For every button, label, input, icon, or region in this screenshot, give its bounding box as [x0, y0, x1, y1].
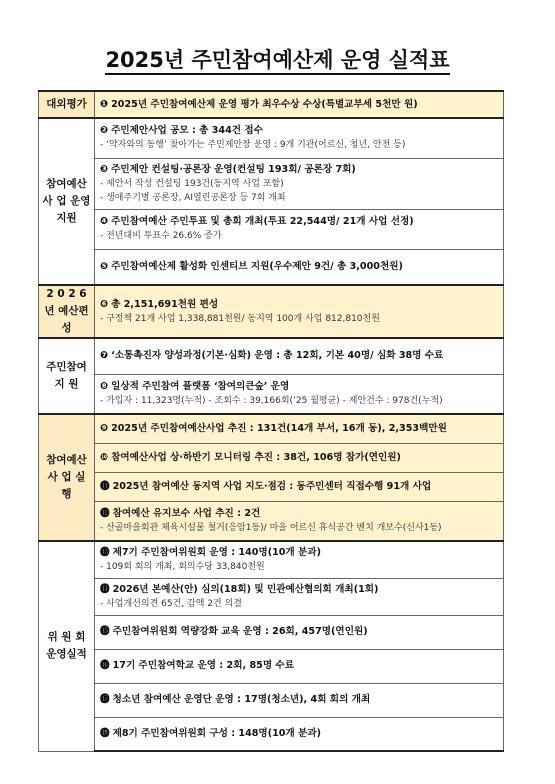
table-row — [39, 338, 504, 374]
section-category: 주민참여 지 원 — [39, 338, 95, 414]
item-heading-text: 2025년 주민참여예산제 운영 평가 최우수상 수상(특별교부세 5천만 원) — [111, 98, 418, 110]
table-row — [39, 501, 504, 541]
item-number: ⓭ — [100, 546, 110, 558]
item-heading-text: 주민제안사업 공모 : 총 344건 접수 — [111, 125, 263, 137]
item-number: ❷ — [100, 125, 109, 137]
item-heading-text: 제7기 주민참여위원회 운영 : 140명(10개 분과) — [112, 546, 321, 558]
item-detail: - 109회 회의 개최, 회의수당 33,840천원 — [100, 561, 265, 572]
item-heading — [100, 693, 497, 707]
report-body — [39, 91, 504, 751]
item-heading — [100, 98, 497, 112]
table-row — [39, 285, 504, 338]
table-row — [39, 91, 504, 118]
item-heading — [100, 260, 497, 274]
item-number: ❸ — [100, 163, 109, 175]
list-item — [95, 501, 504, 541]
list-item — [95, 683, 504, 717]
item-number: ❺ — [100, 260, 109, 272]
section-category: 참여예산 사 업 실 행 — [39, 414, 95, 541]
item-number: ⓮ — [100, 583, 110, 595]
list-item — [95, 91, 504, 118]
table-row — [39, 249, 504, 285]
item-number: ⓰ — [100, 660, 110, 671]
table-row — [39, 717, 504, 751]
section-category: 참여예산 사 업 운영지원 — [39, 118, 95, 285]
item-detail: - 생애주기별 공론장, AI열린공론장 등 7회 개최 — [100, 192, 286, 203]
list-item — [95, 158, 504, 209]
list-item — [95, 578, 504, 615]
item-heading-text: 주민참여예산제 활성화 인센티브 지원(우수제안 9건/ 총 3,000천원) — [111, 260, 403, 272]
item-heading-text: 일상적 주민참여 플랫폼 ‘참여의큰숲’ 운영 — [111, 380, 290, 392]
item-detail: - 전년대비 투표수 26.6% 증가 — [100, 231, 222, 241]
list-item — [95, 338, 504, 374]
item-number: ⓱ — [100, 694, 110, 705]
item-heading — [100, 727, 497, 741]
item-number: ⓫ — [100, 480, 110, 492]
table-row — [39, 374, 504, 414]
list-item — [95, 541, 504, 578]
item-heading-text: 2025년 주민참여예산사업 추진 : 131건(14개 부서, 16개 동), 2,353백만원 — [111, 422, 447, 434]
item-number: ❶ — [100, 98, 109, 110]
item-detail: - 가입자 : 11,323명(누적) - 조회수 : 39,166회(’25 월평균) - 제안건수 : 978건(누적) — [100, 395, 443, 406]
item-detail: - 구정책 21개 사업 1,338,881천원/ 동지역 100개 사업 812,810천원 — [100, 313, 380, 324]
report-table — [38, 90, 504, 752]
item-number: ❼ — [100, 350, 109, 362]
item-heading-text: 주민참여예산 주민투표 및 총회 개최(투표 22,544명/ 21개 사업 선정) — [111, 216, 414, 227]
list-item — [95, 118, 504, 158]
item-detail: - ‘약자와의 동행’ 찾아가는 주민제안장 운영 : 9개 기관(어르신, 청년, 안전 등) — [100, 140, 406, 151]
item-heading-text: 총 2,151,691천원 편성 — [111, 298, 219, 310]
item-heading — [100, 583, 497, 597]
item-number: ⓯ — [100, 626, 110, 637]
item-detail: - 제안서 작성 컨설팅 193건(동지역 사업 포함) — [100, 178, 284, 189]
item-heading — [100, 659, 497, 673]
item-detail: - 사업개선의견 65건, 감액 2건 의결 — [100, 598, 242, 609]
list-item — [95, 649, 504, 683]
table-row — [39, 472, 504, 501]
list-item — [95, 717, 504, 751]
item-heading-text: 2025년 참여예산 동지역 사업 지도·점검 : 동주민센터 직접수행 91개 사업 — [112, 480, 432, 492]
item-heading-text: 참여예산 유지보수 사업 추진 : 2건 — [112, 507, 261, 519]
page-title — [0, 44, 555, 74]
item-number: ❻ — [100, 298, 109, 310]
item-number: ❿ — [100, 451, 109, 463]
table-row — [39, 649, 504, 683]
item-heading-text: 청소년 참여예산 운영단 운영 : 17명(청소년), 4회 회의 개최 — [112, 694, 371, 705]
item-heading-text: ‘소통촉진자 양성과정(기본·심화) 운영 : 총 12회, 기본 40명/ 심화 38명 수료 — [111, 350, 444, 362]
item-heading — [100, 422, 497, 436]
item-heading — [100, 480, 497, 494]
item-heading — [100, 298, 497, 312]
table-row — [39, 118, 504, 158]
item-number: ⓬ — [100, 507, 110, 519]
item-heading — [100, 546, 497, 560]
table-row — [39, 683, 504, 717]
item-heading-text: 주민제안 컨설팅·공론장 운영(컨설팅 193회/ 공론장 7회) — [111, 163, 356, 175]
item-heading-text: 2026년 본예산(안) 심의(18회) 및 민관예산협의회 개최(1회) — [112, 583, 379, 595]
table-row — [39, 158, 504, 209]
item-heading-text: 제8기 주민참여위원회 구성 : 148명(10개 분과) — [112, 727, 321, 739]
list-item — [95, 472, 504, 501]
section-category: 2 0 2 6 년 예산편성 — [39, 285, 95, 338]
list-item — [95, 374, 504, 414]
table-row — [39, 615, 504, 649]
item-heading — [100, 507, 497, 521]
list-item — [95, 414, 504, 443]
item-heading — [100, 349, 497, 363]
list-item — [95, 443, 504, 472]
item-heading-text: 17기 주민참여학교 운영 : 2회, 85명 수료 — [112, 660, 294, 671]
table-row — [39, 414, 504, 443]
item-number: ❽ — [100, 380, 109, 392]
item-heading — [100, 163, 497, 177]
list-item — [95, 285, 504, 338]
table-row — [39, 443, 504, 472]
item-heading — [100, 451, 497, 465]
table-row — [39, 541, 504, 578]
item-heading — [100, 215, 497, 229]
item-heading-text: 주민참여위원회 역량강화 교육 운영 : 26회, 457명(연인원) — [112, 626, 368, 637]
item-number: ❾ — [100, 422, 109, 434]
item-detail: - 산골마을회관 체육시설물 철거(응암1동)/ 마을 어르신 휴식공간 벤치 개보수(신사1동) — [100, 522, 442, 533]
item-number: ⓲ — [100, 727, 110, 739]
item-heading — [100, 625, 497, 639]
item-number: ❹ — [100, 216, 109, 227]
item-heading-text: 참여예산사업 상·하반기 모니터링 추진 : 38건, 106명 참가(연인원) — [111, 451, 401, 463]
table-row — [39, 209, 504, 249]
item-heading — [100, 380, 497, 394]
list-item — [95, 209, 504, 249]
section-category: 대외평가 — [39, 91, 95, 118]
page-title-text: 2025년 주민참여예산제 운영 실적표 — [105, 48, 449, 75]
table-row — [39, 578, 504, 615]
item-heading — [100, 124, 497, 138]
list-item — [95, 249, 504, 285]
list-item — [95, 615, 504, 649]
section-category: 위 원 회 운영실적 — [39, 541, 95, 751]
